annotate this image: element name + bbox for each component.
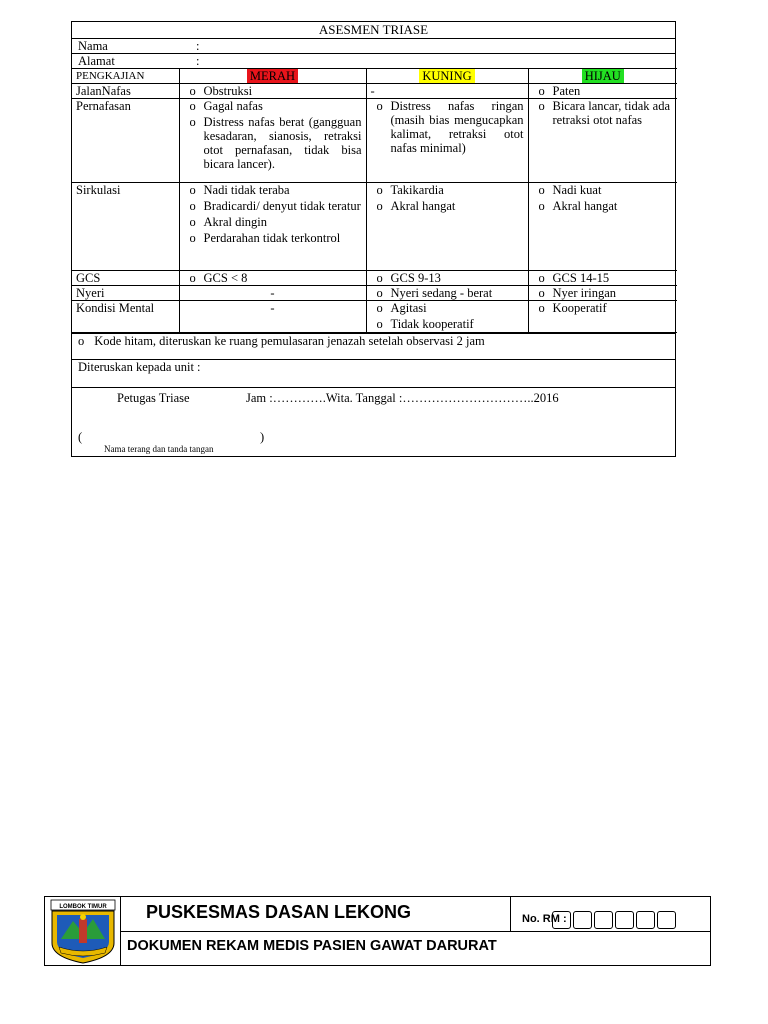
rm-digit-box[interactable] — [594, 911, 613, 929]
lombok-timur-logo — [45, 897, 121, 965]
cell-dash: - — [179, 301, 366, 333]
list-item[interactable]: o Paten — [533, 84, 674, 98]
nama-label: Nama — [78, 39, 108, 53]
diteruskan-label: Diteruskan kepada unit : — [78, 360, 201, 374]
paren-close: ) — [260, 430, 265, 444]
signature-section — [72, 387, 675, 456]
row-label: Pernafasan — [72, 99, 179, 183]
rm-label: No. RM : — [522, 913, 567, 925]
list-item[interactable]: o Takikardia — [371, 183, 524, 197]
rm-number-area — [511, 897, 710, 932]
rm-digit-box[interactable] — [636, 911, 655, 929]
list-item[interactable]: o Tidak kooperatif — [371, 317, 524, 331]
triage-form — [71, 21, 676, 457]
list-item[interactable]: o Akral hangat — [371, 199, 524, 213]
form-title: ASESMEN TRIASE — [72, 22, 675, 39]
row-jalan-nafas — [72, 84, 677, 99]
alamat-label: Alamat — [78, 54, 115, 68]
list-item[interactable]: o GCS 9-13 — [371, 271, 524, 285]
jam-tanggal-field[interactable]: Jam :………….Wita. Tanggal :…………………………..2016 — [246, 391, 559, 405]
row-label: JalanNafas — [72, 84, 179, 99]
rm-digit-box[interactable] — [573, 911, 592, 929]
list-item[interactable]: o Nyer iringan — [533, 286, 674, 300]
cell-dash: - — [179, 286, 366, 301]
list-item[interactable]: o GCS < 8 — [184, 271, 362, 285]
rm-digit-box[interactable] — [657, 911, 676, 929]
svg-text:LOMBOK TIMUR: LOMBOK TIMUR — [59, 904, 107, 910]
alamat-field[interactable]: : — [196, 54, 200, 68]
alamat-row — [72, 54, 675, 68]
list-item[interactable]: o Gagal nafas — [184, 99, 362, 113]
row-label: Nyeri — [72, 286, 179, 301]
list-item[interactable]: o Kooperatif — [533, 301, 674, 315]
rm-number-field[interactable] — [552, 911, 678, 929]
list-item[interactable]: o Nadi tidak teraba — [184, 183, 362, 197]
list-item[interactable]: o Distress nafas ringan (masih bias mengucapkan kalimat, retraksi otot nafas minimal) — [371, 99, 524, 155]
row-label: Sirkulasi — [72, 183, 179, 271]
triage-table — [72, 68, 677, 333]
table-header — [72, 69, 677, 84]
bullet[interactable]: o — [78, 334, 85, 348]
list-item[interactable]: o Akral dingin — [184, 215, 362, 229]
header-hijau: HIJAU — [582, 69, 624, 83]
diteruskan-row — [72, 359, 675, 387]
list-item[interactable]: o Obstruksi — [184, 84, 362, 98]
institution-name: PUSKESMAS DASAN LEKONG — [121, 897, 511, 932]
note-text: Kode hitam, diteruskan ke ruang pemulasaran jenazah setelah observasi 2 jam — [94, 334, 485, 348]
rm-digit-box[interactable] — [552, 911, 571, 929]
nama-field[interactable]: : — [196, 39, 200, 53]
list-item[interactable]: o Nadi kuat — [533, 183, 674, 197]
petugas-label: Petugas Triase — [117, 391, 190, 405]
header-kuning: KUNING — [419, 69, 474, 83]
signature-field[interactable] — [78, 430, 268, 445]
row-pernafasan — [72, 99, 677, 183]
document-title: DOKUMEN REKAM MEDIS PASIEN GAWAT DARURAT — [127, 938, 497, 954]
row-nyeri — [72, 286, 677, 301]
header-pengkajian: PENGKAJIAN — [72, 69, 179, 84]
list-item[interactable]: o Agitasi — [371, 301, 524, 315]
list-item[interactable]: o Bicara lancar, tidak ada retraksi otot nafas — [533, 99, 674, 127]
list-item[interactable]: o Nyeri sedang - berat — [371, 286, 524, 300]
row-label: GCS — [72, 271, 179, 286]
document-footer — [44, 896, 711, 966]
cell-dash: - — [366, 84, 528, 99]
list-item[interactable]: o GCS 14-15 — [533, 271, 674, 285]
signature-caption: Nama terang dan tanda tangan — [104, 444, 214, 454]
regency-seal-icon — [45, 897, 120, 965]
rm-digit-box[interactable] — [615, 911, 634, 929]
row-gcs — [72, 271, 677, 286]
header-merah: MERAH — [247, 69, 298, 83]
paren-open: ( — [78, 430, 83, 444]
list-item[interactable]: o Bradicardi/ denyut tidak teratur — [184, 199, 362, 213]
nama-row — [72, 39, 675, 54]
row-label: Kondisi Mental — [72, 301, 179, 333]
kode-hitam-note — [72, 333, 675, 359]
row-sirkulasi — [72, 183, 677, 271]
list-item[interactable]: o Akral hangat — [533, 199, 674, 213]
list-item[interactable]: o Distress nafas berat (gangguan kesadaran, sianosis, retraksi otot pernafasan, tidak bisa bicara lancer). — [184, 115, 362, 171]
list-item[interactable]: o Perdarahan tidak terkontrol — [184, 231, 362, 245]
row-kondisi-mental — [72, 301, 677, 333]
